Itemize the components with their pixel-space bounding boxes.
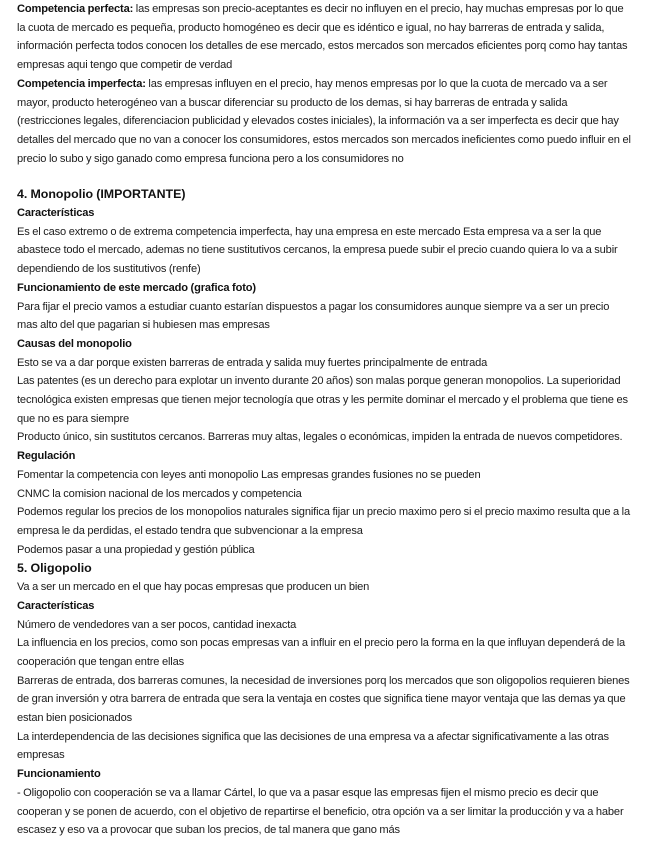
monopolio-causas-p1: Esto se va a dar porque existen barreras de entrada y salida muy fuertes principalmente de entrada (17, 356, 488, 369)
monopolio-caracteristicas-heading: Características (17, 207, 95, 220)
oligopolio-caracteristicas-heading: Características (17, 599, 95, 612)
monopolio-caracteristicas-text: Es el caso extremo o de extrema competencia imperfecta, hay una empresa en este mercado Esta empresa va a ser la que abastece todo el mercado, ademas no tiene sustitutivos cercanos, la empresa puede subir el precio cuando quiera lo va a subir dependiendo de los sustitutivos (renfe) (17, 225, 618, 276)
monopolio-causas-p3: Producto único, sin sustitutos cercanos. Barreras muy altas, legales o económicas, impiden la entrada de nuevos competidores. (17, 431, 623, 444)
monopolio-regulacion-p1: Fomentar la competencia con leyes anti monopolio Las empresas grandes fusiones no se pueden (17, 468, 481, 481)
monopolio-regulacion-p3: Podemos regular los precios de los monopolios naturales significa fijar un precio maximo pero si el precio maximo resulta que a la empresa le da perdidas, el estado tendra que subvencionar a la empresa (17, 506, 631, 537)
oligopolio-car-p2: La influencia en los precios, como son pocas empresas van a influir en el precio pero la forma en la que influyan dependerá de la cooperación que tengan entre ellas (17, 637, 626, 668)
monopolio-causas-heading: Causas del monopolio (17, 337, 132, 350)
monopolio-causas-p2: Las patentes (es un derecho para explotar un invento durante 20 años) son malas porque generan monopolios. La superioridad tecnológica existen empresas que tienen mejor tecnología que otras y les permite dominar el mercado y el problema que tiene es que no es para siempre (17, 375, 628, 425)
imperfecta-text: las empresas influyen en el precio, hay menos empresas por lo que la cuota de mercado va a ser mayor, producto heterogéneo van a buscar diferenciar su producto de los demas, si hay barreras de entrada y salida (restricciones legales, diferenciacion publicidad y elevados costes iniciales), la información va a ser imperfecta es decir que hay detalles del mercado que no van a conocer los consumidores, estos mercados son mercados ineficientes como puedo influir en el precio lo subo y sigo ganado como empresa funciona pero a los consumidores no (17, 77, 631, 165)
section-gap (17, 168, 631, 185)
imperfecta-label: Competencia imperfecta: (17, 77, 146, 90)
oligopolio-car-p3: Barreras de entrada, dos barreras comunes, la necesidad de inversiones porq los mercados que son oligopolios requieren bienes de gran inversión y otra barrera de entrada que sera la ventaja en costes que significa tiene mayor ventaja que las demas ya que estan bien posicionados (17, 674, 630, 725)
perfecta-paragraph (17, 0, 631, 75)
monopolio-regulacion-p2: CNMC la comision nacional de los mercados y competencia (17, 487, 302, 500)
oligopolio-car-p4: La interdependencia de las decisiones significa que las decisiones de una empresa va a afectar significativamente a las otras empresas (17, 730, 609, 762)
monopolio-title: 4. Monopolio (IMPORTANTE) (17, 187, 186, 202)
oligopolio-funcionamiento-heading: Funcionamiento (17, 768, 101, 781)
monopolio-regulacion-heading: Regulación (17, 450, 76, 463)
monopolio-funcionamiento-text: Para fijar el precio vamos a estudiar cuanto estarían dispuestos a pagar los consumidores aunque siempre va a ser un precio mas alto del que pagarian si hubiesen mas empresas (17, 300, 610, 332)
imperfecta-paragraph (17, 75, 631, 169)
oligopolio-title: 5. Oligopolio (17, 561, 92, 576)
perfecta-text: las empresas son precio-aceptantes es decir no influyen en el precio, hay muchas empresas por lo que la cuota de mercado es pequeña, producto homogéneo es decir que es idéntico e igual, no hay barreras de entrada y salida, información perfecta todos conocen los detalles de ese mercado, estos mercados son mercados eficientes porq como hay tantas empresas aqui tengo que competir de verdad (17, 3, 628, 72)
document-page (17, 0, 631, 840)
monopolio-funcionamiento-heading: Funcionamiento de este mercado (grafica foto) (17, 281, 256, 294)
perfecta-label: Competencia perfecta: (17, 3, 134, 15)
oligopolio-intro: Va a ser un mercado en el que hay pocas empresas que producen un bien (17, 581, 370, 594)
oligopolio-func-p1: - Oligopolio con cooperación se va a llamar Cártel, lo que va a pasar esque las empresas fijen el mismo precio es decir que cooperan y se ponen de acuerdo, con el objetivo de repartirse el beneficio, otra opción va a ser limitar la producción y va a haber escasez y eso va a provocar que suban los precios, de tal manera que gano más (17, 786, 624, 837)
oligopolio-car-p1: Número de vendedores van a ser pocos, cantidad inexacta (17, 618, 297, 631)
monopolio-regulacion-p4: Podemos pasar a una propiedad y gestión pública (17, 543, 255, 556)
